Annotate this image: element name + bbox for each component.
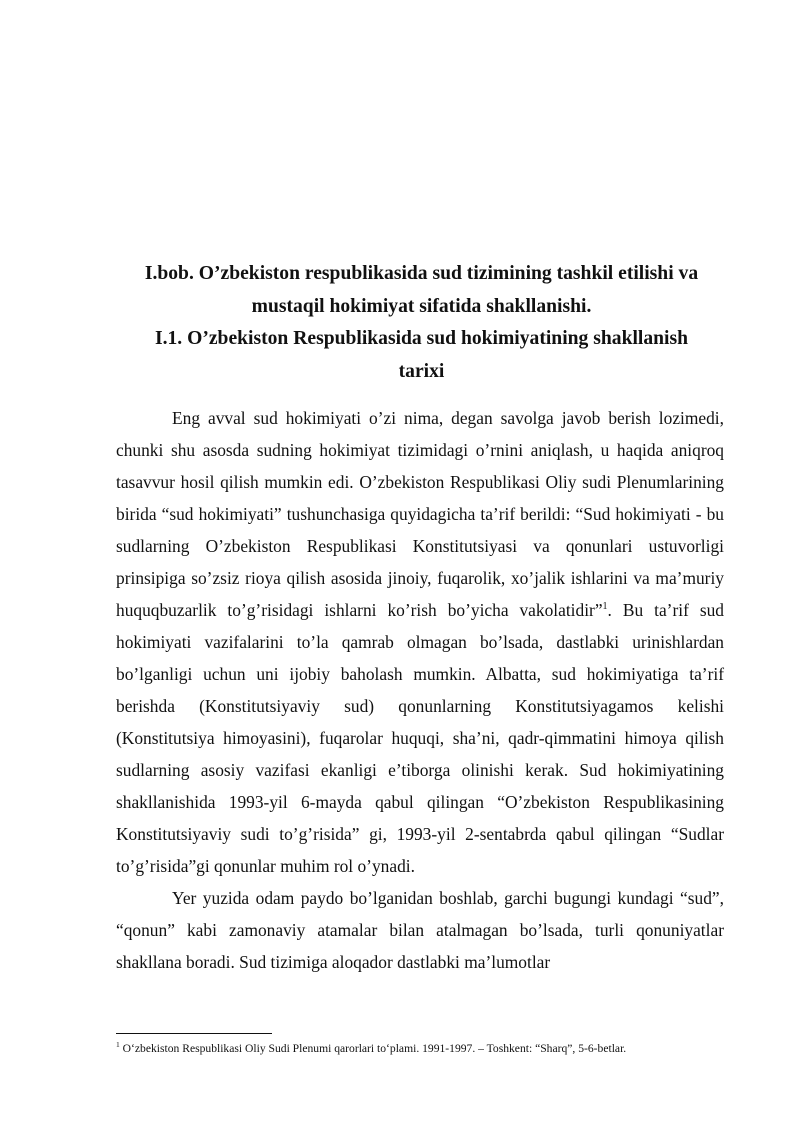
section-title-line-2: tarixi [398,360,445,382]
section-title-line-1: I.1. O’zbekiston Respublikasida sud hokimiyatining shakllanish [154,328,689,350]
body-text [116,402,724,978]
paragraph-2: Yer yuzida odam paydo bo’lganidan boshlab, garchi bugungi kundagi “sud”, “qonun” kabi zamonaviy atamalar bilan atalmagan bo’lsada, turli qonuniyatlar shakllana boradi. Sud tizimiga aloqador dastlabki ma’lumotlar [116,888,724,972]
paragraph-1-text-b: . Bu ta’rif sud hokimiyati vazifalarini to’la qamrab olmagan bo’lsada, dastlabki urinishlardan bo’lganligi uchun uni ijobiy baholash mumkin. Albatta, sud hokimiyatiga ta’rif berishda (Konstitutsiyaviy sud) qonunlarning Konstitutsiyagamos kelishi (Konstitutsiya himoyasini), fuqarolar huquqi, sha’ni, qadr-qimmatini himoya qilish sudlarning asosiy vazifasi ekanligi e’tiborga olinishi kerak. Sud hokimiyatining shakllanishida 1993-yil 6-mayda qabul qilingan “O’zbekiston Respublikasining Konstitutsiyaviy sudi to’g’risida” gi, 1993-yil 2-sentabrda qabul qilingan “Sudlar to’g’risida”gi qonunlar muhim rol o’ynadi. [116,600,724,876]
chapter-title-line-1: I.bob. O’zbekiston respublikasida sud tizimining tashkil etilishi va [144,263,699,284]
footnote-text: O‘zbekiston Respublikasi Oliy Sudi Plenumi qarorlari to‘plami. 1991-1997. – Toshkent: “Sharq”, 5-6-betlar. [119,1042,627,1055]
footnote [116,1041,736,1056]
footnote-reference[interactable]: 1 [602,601,608,613]
headings [113,258,730,388]
paragraph-1-text-a: Eng avval sud hokimiyati o’zi nima, degan savolga javob berish lozimedi, chunki shu asosda sudning hokimiyat tizimidagi o’rnini aniqlash, u haqida aniqroq tasavvur hosil qilish mumkin edi. O’zbekiston Respublikasi Oliy sudi Plenumlarining birida “sud hokimiyati” tushunchasiga quyidagicha ta’rif berildi: “Sud hokimiyati - bu sudlarning O’zbekiston Respublikasi Konstitutsiyasi va qonunlari ustuvorligi prinsipiga so’zsiz rioya qilish asosida jinoiy, fuqarolik, xo’jalik ishlarini va ma’muriy huquqbuzarlik to’g’risidagi ishlarni ko’rish bo’yicha vakolatidir” [116,408,724,620]
chapter-title-line-2: mustaqil hokimiyat sifatida shakllanishi. [251,295,592,317]
footnote-separator [116,1033,272,1034]
paragraph-1 [116,402,724,882]
footnote-mark: 1 [116,1040,120,1050]
